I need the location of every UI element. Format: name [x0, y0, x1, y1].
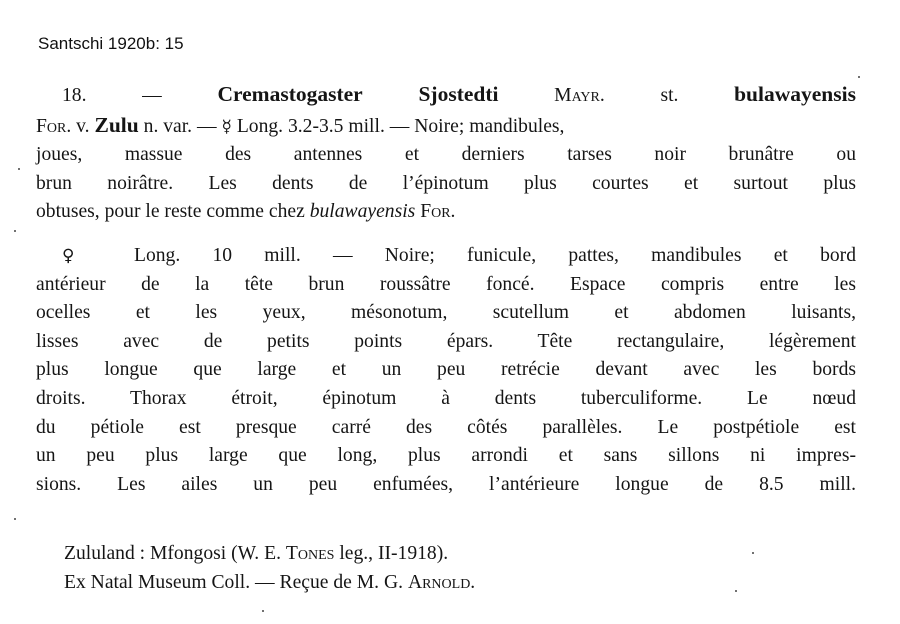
species-author: Mayr. — [554, 85, 605, 106]
subspecies-name: bulawayensis — [734, 82, 856, 106]
female-line-4: lisses avec de petits points épars. Tête rectangulaire, légèrement — [36, 330, 856, 352]
citation-label: Santschi 1920b: 15 — [38, 34, 184, 53]
worker-desc-line-3: brun noirâtre. Les dents de l’épinotum plus courtes et surtout plus — [36, 172, 856, 194]
female-line-8: un peu plus large que long, plus arrondi et sans sillons ni impres- — [36, 445, 856, 467]
female-line-3: ocelles et les yeux, mésonotum, scutellum et abdomen luisants, — [36, 302, 856, 324]
female-description — [36, 242, 856, 499]
donor-name: Arnold. — [407, 571, 476, 593]
entry-number: 18. — [62, 85, 87, 106]
female-line-6: droits. Thorax étroit, épinotum à dents tuberculiforme. Le nœud — [36, 387, 856, 409]
new-variety-label: n. var. — — [143, 115, 217, 137]
scan-speck — [262, 610, 264, 612]
collector-name: Tones — [285, 543, 335, 564]
locality-line-2 — [36, 569, 856, 598]
female-line-1 — [36, 242, 856, 271]
variety-rank: v. — [76, 115, 90, 137]
variety-name: Zulu — [94, 112, 139, 137]
scan-speck — [752, 552, 754, 554]
female-line-5: plus longue que large et un peu retrécie devant avec les bords — [36, 359, 856, 381]
scan-speck — [14, 230, 16, 232]
female-symbol-icon: ♀ — [62, 246, 102, 266]
locality-text-1a: Zululand : Mfongosi (W. E. — [64, 543, 281, 564]
worker-desc-author: For. — [420, 201, 456, 223]
locality-text-1b: leg., II-1918). — [339, 543, 449, 564]
worker-desc-line-2: joues, massue des antennes et derniers tarses noir brunâtre ou — [36, 144, 856, 166]
subspecies-author: For. — [36, 115, 72, 137]
species-entry — [36, 80, 856, 227]
subspecies-rank: st. — [660, 85, 679, 106]
scan-speck — [18, 168, 20, 170]
female-line-2: antérieur de la tête brun roussâtre foncé. Espace compris entre les — [36, 273, 856, 295]
female-line-9: sions. Les ailes un peu enfumées, l’antérieure longue de 8.5 mill. — [36, 473, 856, 495]
female-line-7: du pétiole est presque carré des côtés parallèles. Le postpétiole est — [36, 416, 856, 438]
scan-speck — [858, 76, 860, 78]
entry-line-2 — [36, 111, 856, 142]
worker-desc-italic-name: bulawayensis — [309, 201, 416, 223]
entry-dash: — — [142, 85, 162, 106]
locality-block — [36, 540, 856, 597]
worker-desc-line-1: Long. 3.2-3.5 mill. — Noire; mandibules, — [236, 115, 565, 137]
female-text-1: Long. 10 mill. — Noire; funicule, pattes, mandibules et bord — [134, 245, 856, 266]
scan-speck — [735, 590, 737, 592]
worker-symbol-icon: ☿ — [221, 116, 232, 137]
genus-species-name: Cremastogaster Sjostedti — [217, 82, 499, 106]
locality-line-1 — [36, 540, 856, 569]
locality-text-2a: Ex Natal Museum Coll. — Reçue de M. G. — [64, 571, 404, 593]
entry-line-1 — [36, 80, 856, 111]
scan-speck — [14, 518, 16, 520]
worker-desc-line-4: obtuses, pour le reste comme chez — [36, 201, 305, 223]
entry-line-5 — [36, 198, 856, 227]
